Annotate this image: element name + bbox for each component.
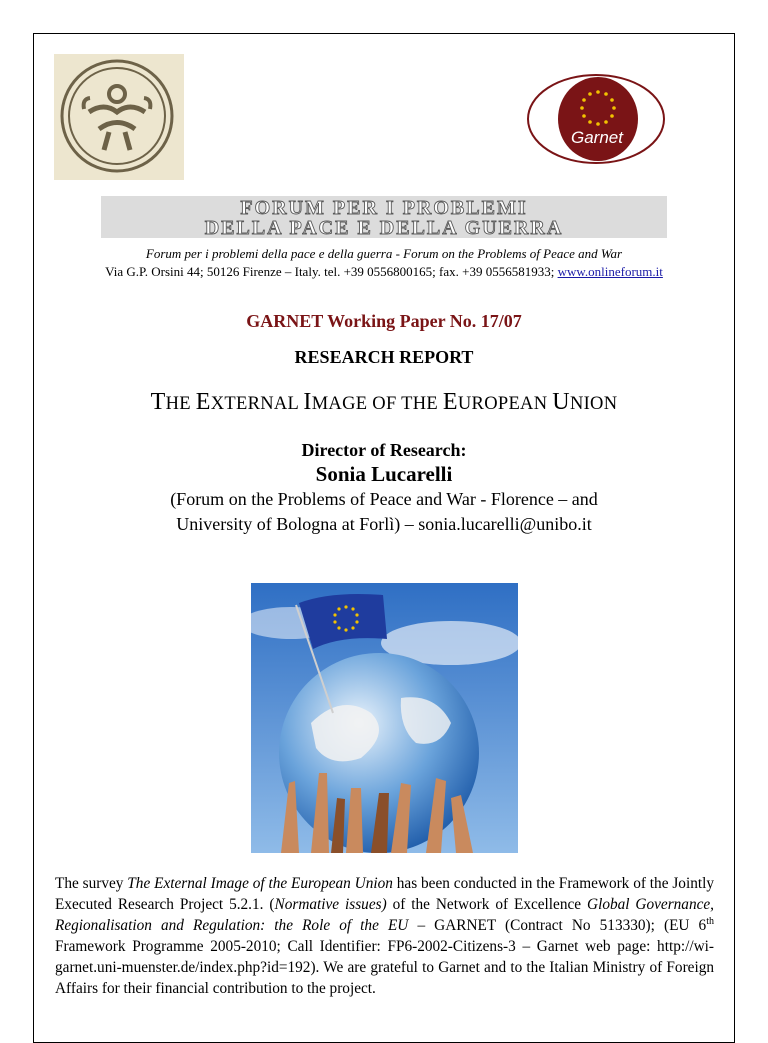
director-label: Director of Research:: [301, 440, 467, 460]
banner-line-1: FORUM PER I PROBLEMI: [240, 197, 528, 219]
website-link[interactable]: www.onlineforum.it: [557, 264, 663, 279]
affiliation-line-1: (Forum on the Problems of Peace and War - Florence – and: [170, 489, 598, 509]
acknowledgement-paragraph: The survey The External Image of the European Union has been conducted in the Framework of the Jointly Executed Research Project 5.2.1. (Normative issues) of the Network of Excellence Global Governance, Regionalisation and Regulation: the Role of the EU – GARNET (Contract No 513330); (EU 6th Framework Programme 2005-2010; Call Identifier: FP6-2002-Citizens-3 – Garnet web page: http://wi-garnet.uni-muenster.de/index.php?id=192). We are grateful to Garnet and to the Italian Ministry of Foreign Affairs for their financial contribution to the project.: [55, 875, 715, 997]
affiliation-line-2: University of Bologna at Forlì) – sonia.lucarelli@unibo.it: [176, 514, 592, 534]
forum-description: Forum per i problemi della pace e della guerra - Forum on the Problems of Peace and War: [145, 246, 623, 261]
cover-photo-globe-eu-flag: [251, 583, 518, 853]
report-type: RESEARCH REPORT: [294, 347, 474, 367]
address-text: Via G.P. Orsini 44; 50126 Firenze – Italy. tel. +39 0556800165; fax. +39 0556581933;: [105, 264, 558, 279]
forum-banner: [101, 196, 667, 238]
banner-line-2: DELLA PACE E DELLA GUERRA: [204, 217, 564, 238]
forum-emblem-logo: [54, 54, 184, 180]
document-title: THE EXTERNAL IMAGE OF THE EUROPEAN UNION: [150, 389, 618, 415]
garnet-logo: [515, 52, 675, 180]
working-paper-number: GARNET Working Paper No. 17/07: [246, 311, 522, 331]
director-name: Sonia Lucarelli: [315, 462, 453, 486]
address-line: [0, 264, 768, 280]
garnet-logo-text: Garnet: [571, 128, 623, 147]
